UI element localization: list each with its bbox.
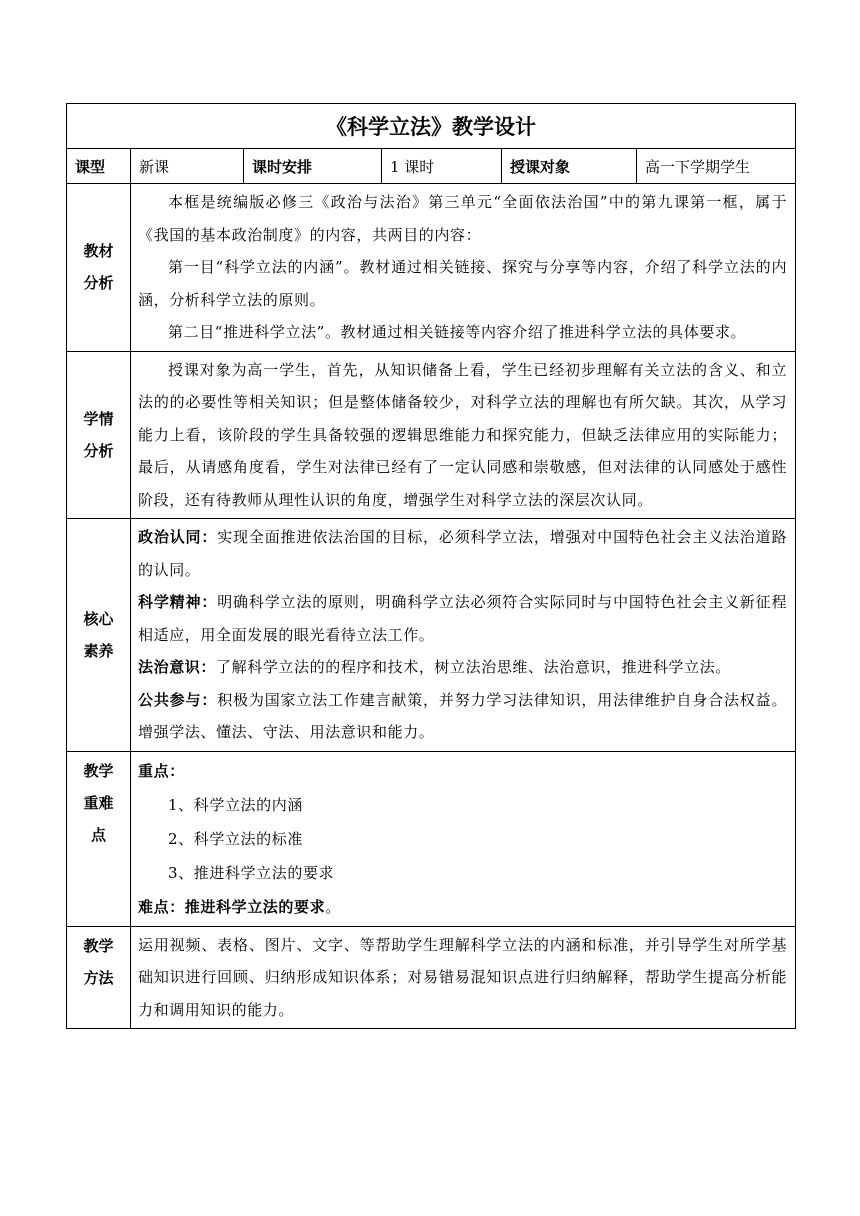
core-term: 公共参与： (138, 690, 218, 709)
core-literacy-item (138, 586, 787, 651)
key-points-label-line: 教学 (83, 761, 114, 780)
lesson-plan-table (66, 103, 796, 1029)
teaching-method-text: 运用视频、表格、图片、文字、等帮助学生理解科学立法的内涵和标准，并引导学生对所学基础知识进行回顾、归纳形成知识体系；对易错易混知识点进行归纳解释，帮助学生提高分析能力和调用知识的能力。 (138, 935, 788, 1019)
key-item: 1、科学立法的内涵 (168, 795, 303, 814)
core-text: 了解科学立法的的程序和技术，树立法治思维、法治意识，推进科学立法。 (216, 658, 731, 676)
key-item: 2、科学立法的标准 (168, 829, 303, 848)
method-label-lines: 教学方法 (83, 936, 114, 987)
core-text: 明确科学立法的原则，明确科学立法必须符合实际同时与中国特色社会主义新征程相适应，用全面发展的眼光看待立法工作。 (138, 593, 788, 644)
document-title: 《科学立法》教学设计 (67, 104, 796, 149)
schedule-label: 课时安排 (244, 149, 382, 184)
key-heading: 重点： (138, 761, 185, 780)
key-points-content (131, 751, 796, 926)
textbook-analysis-content (131, 184, 796, 352)
textbook-analysis-row (67, 184, 796, 352)
difficulty-end: 。 (325, 897, 341, 916)
teaching-method-row (67, 926, 796, 1029)
student-label-lines: 学情分析 (83, 409, 114, 460)
core-literacy-content (131, 519, 796, 752)
core-literacy-row (67, 519, 796, 752)
lesson-type-value: 新课 (131, 149, 244, 184)
student-analysis-label (67, 351, 131, 519)
core-literacy-item (138, 684, 787, 749)
student-analysis-content (131, 351, 796, 519)
core-literacy-item (138, 651, 787, 684)
textbook-paragraph-2: 第一目“科学立法的内涵”。教材通过相关链接、探究与分享等内容，介绍了科学立法的内涵，分析科学立法的原则。 (138, 258, 788, 309)
schedule-value: 1 课时 (382, 149, 502, 184)
key-points-label-line: 点 (90, 825, 106, 844)
student-analysis-text: 授课对象为高一学生，首先，从知识储备上看，学生已经初步理解有关立法的含义、和立法的的必要性等相关知识；但是整体储备较少，对科学立法的理解也有所欠缺。其次，从学习能力上看，该阶段的学生具备较强的逻辑思维能力和探究能力，但缺乏法律应用的实际能力；最后，从请感角度看，学生对法律已经有了一定认同感和崇敬感，但对法律的认同感处于感性阶段，还有待教师从理性认识的角度，增强学生对科学立法的深层次认同。 (138, 360, 788, 509)
key-item: 3、推进科学立法的要求 (168, 863, 335, 882)
teaching-method-label (67, 926, 131, 1029)
core-literacy-label (67, 519, 131, 752)
lesson-type-label: 课型 (67, 149, 131, 184)
textbook-paragraph-3: 第二目“推进科学立法”。教材通过相关链接等内容介绍了推进科学立法的具体要求。 (168, 323, 747, 341)
core-label-lines: 核心素养 (83, 609, 114, 660)
difficulty-text: 难点：推进科学立法的要求 (138, 897, 326, 916)
core-text: 积极为国家立法工作建言献策，并努力学习法律知识，用法律维护自身合法权益。增强学法、懂法、守法、用法意识和能力。 (138, 690, 788, 741)
core-literacy-item (138, 521, 787, 586)
core-text: 实现全面推进依法治国的目标，必须科学立法，增强对中国特色社会主义法治道路的认同。 (138, 528, 788, 579)
audience-value: 高一下学期学生 (637, 149, 796, 184)
textbook-label-lines: 教材分析 (83, 242, 114, 293)
key-points-row (67, 751, 796, 926)
student-analysis-row (67, 351, 796, 519)
core-term: 法治意识： (138, 658, 217, 676)
core-term: 政治认同： (138, 528, 218, 546)
key-points-label (67, 751, 131, 926)
textbook-paragraph-1: 本框是统编版必修三《政治与法治》第三单元“全面依法治国”中的第九课第一框，属于《我国的基本政治制度》的内容，共两目的内容： (138, 193, 788, 244)
difficulty-line (138, 890, 787, 924)
key-points-label-line: 重难 (83, 793, 114, 812)
textbook-analysis-label (67, 184, 131, 352)
core-term: 科学精神： (138, 593, 218, 611)
teaching-method-content (131, 926, 796, 1029)
info-row (67, 149, 796, 184)
audience-label: 授课对象 (502, 149, 637, 184)
